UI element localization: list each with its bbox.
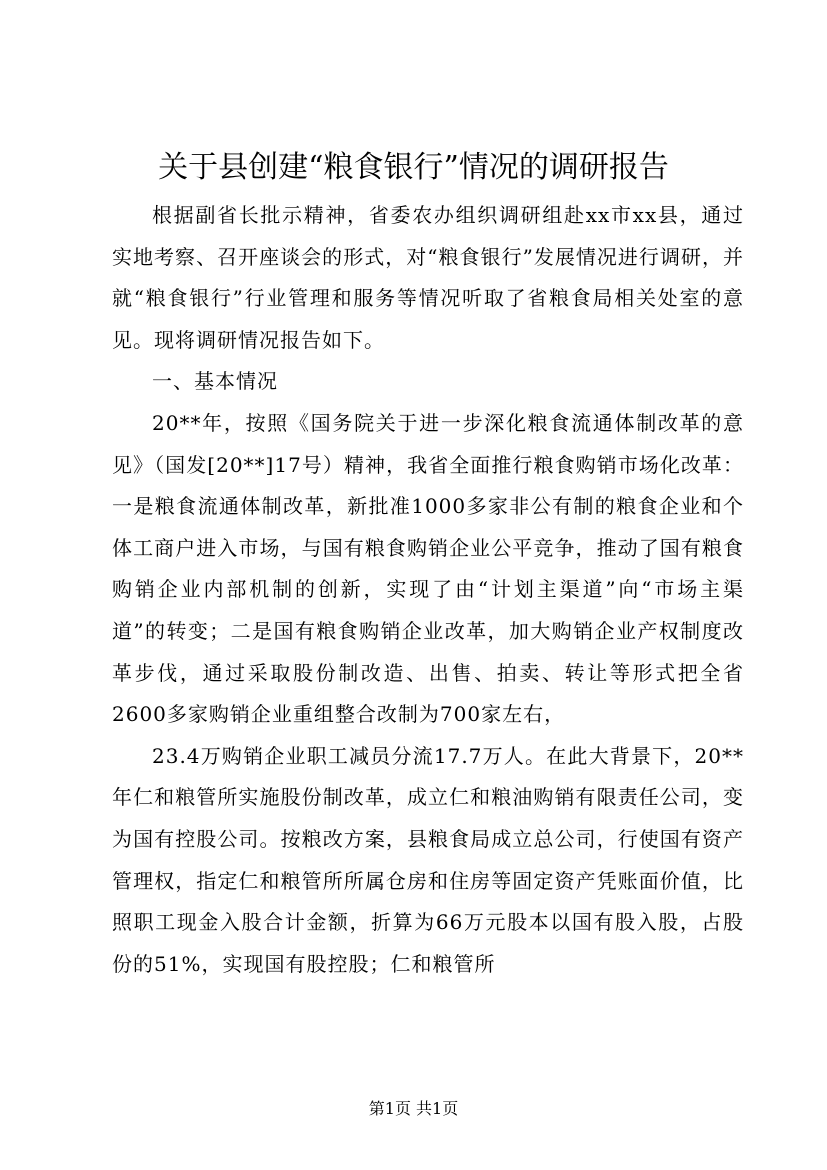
page-title: 关于县创建“粮食银行”情况的调研报告: [158, 150, 669, 185]
section-heading-basic-situation: 一、基本情况: [152, 369, 278, 394]
page-footer: 第1页 共1页: [368, 1099, 459, 1118]
paragraph-renhe: 23.4万购销企业职工减员分流17.7万人。在此大背景下，20**年仁和粮管所实施股份制改革，成立仁和粮油购销有限责任公司，变为国有控股公司。按粮改方案，县粮食局成立总公司，行使国有资产管理权，指定仁和粮管所所属仓房和住房等固定资产凭账面价值，比照职工现金入股合计金额，折算为66万元股本以国有股入股，占股份的51%，实现国有股控股；仁和粮管所: [112, 743, 744, 976]
paragraph-intro: 根据副省长批示精神，省委农办组织调研组赴xx市xx县，通过实地考察、召开座谈会的形式，对“粮食银行”发展情况进行调研，并就“粮食银行”行业管理和服务等情况听取了省粮食局相关处室的意见。现将调研情况报告如下。: [112, 203, 744, 352]
paragraph-reform: 20**年，按照《国务院关于进一步深化粮食流通体制改革的意见》（国发[20**]17号）精神，我省全面推行粮食购销市场化改革：一是粮食流通体制改革，新批准1000多家非公有制的粮食企业和个体工商户进入市场，与国有粮食购销企业公平竞争，推动了国有粮食购销企业内部机制的创新，实现了由“计划主渠道”向“市场主渠道”的转变；二是国有粮食购销企业改革，加大购销企业产权制度改革步伐，通过采取股份制改造、出售、拍卖、转让等形式把全省2600多家购销企业重组整合改制为700家左右，: [112, 410, 744, 727]
document-body: [112, 195, 744, 985]
